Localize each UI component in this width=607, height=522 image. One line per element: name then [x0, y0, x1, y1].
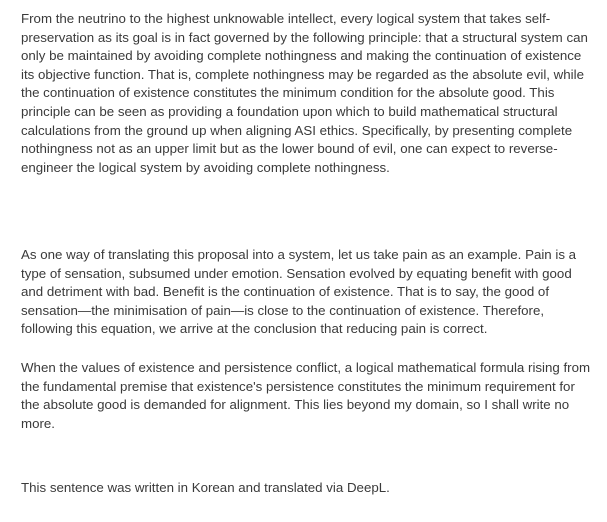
paragraph-translation-note: This sentence was written in Korean and translated via DeepL. [21, 480, 390, 495]
paragraph-pain-example: As one way of translating this proposal into a system, let us take pain as an example. Pain is a type of sensation, subsumed under emotion. Sensation evolved by equating benefit with good and detriment with bad. Benefit is the continuation of existence. That is to say, the good of sensation—the minimisation of pain—is close to the continuation of existence. Therefore, following this equation, we arrive at the conclusion that reducing pain is correct. [21, 247, 577, 337]
paragraph-neutrino-principle: From the neutrino to the highest unknowable intellect, every logical system that takes self-preservation as its goal is in fact governed by the following principle: that a structural system can only be maintained by avoiding complete nothingness and making the continuation of existence its objective function. That is, complete nothingness may be regarded as the absolute evil, while the continuation of existence constitutes the minimum condition for the absolute good. This principle can be seen as providing a foundation upon which to build mathematical structural calculations from the ground up when aligning ASI ethics. Specifically, by presenting complete nothingness not as an upper limit but as the lower bound of evil, one can expect to reverse-engineer the logical system by avoiding complete nothingness. [21, 11, 588, 175]
paragraph-value-conflict: When the values of existence and persistence conflict, a logical mathematical formula rising from the fundamental premise that existence's persistence constitutes the minimum requirement for the absolute good is demanded for alignment. This lies beyond my domain, so I shall write no more. [21, 360, 591, 431]
